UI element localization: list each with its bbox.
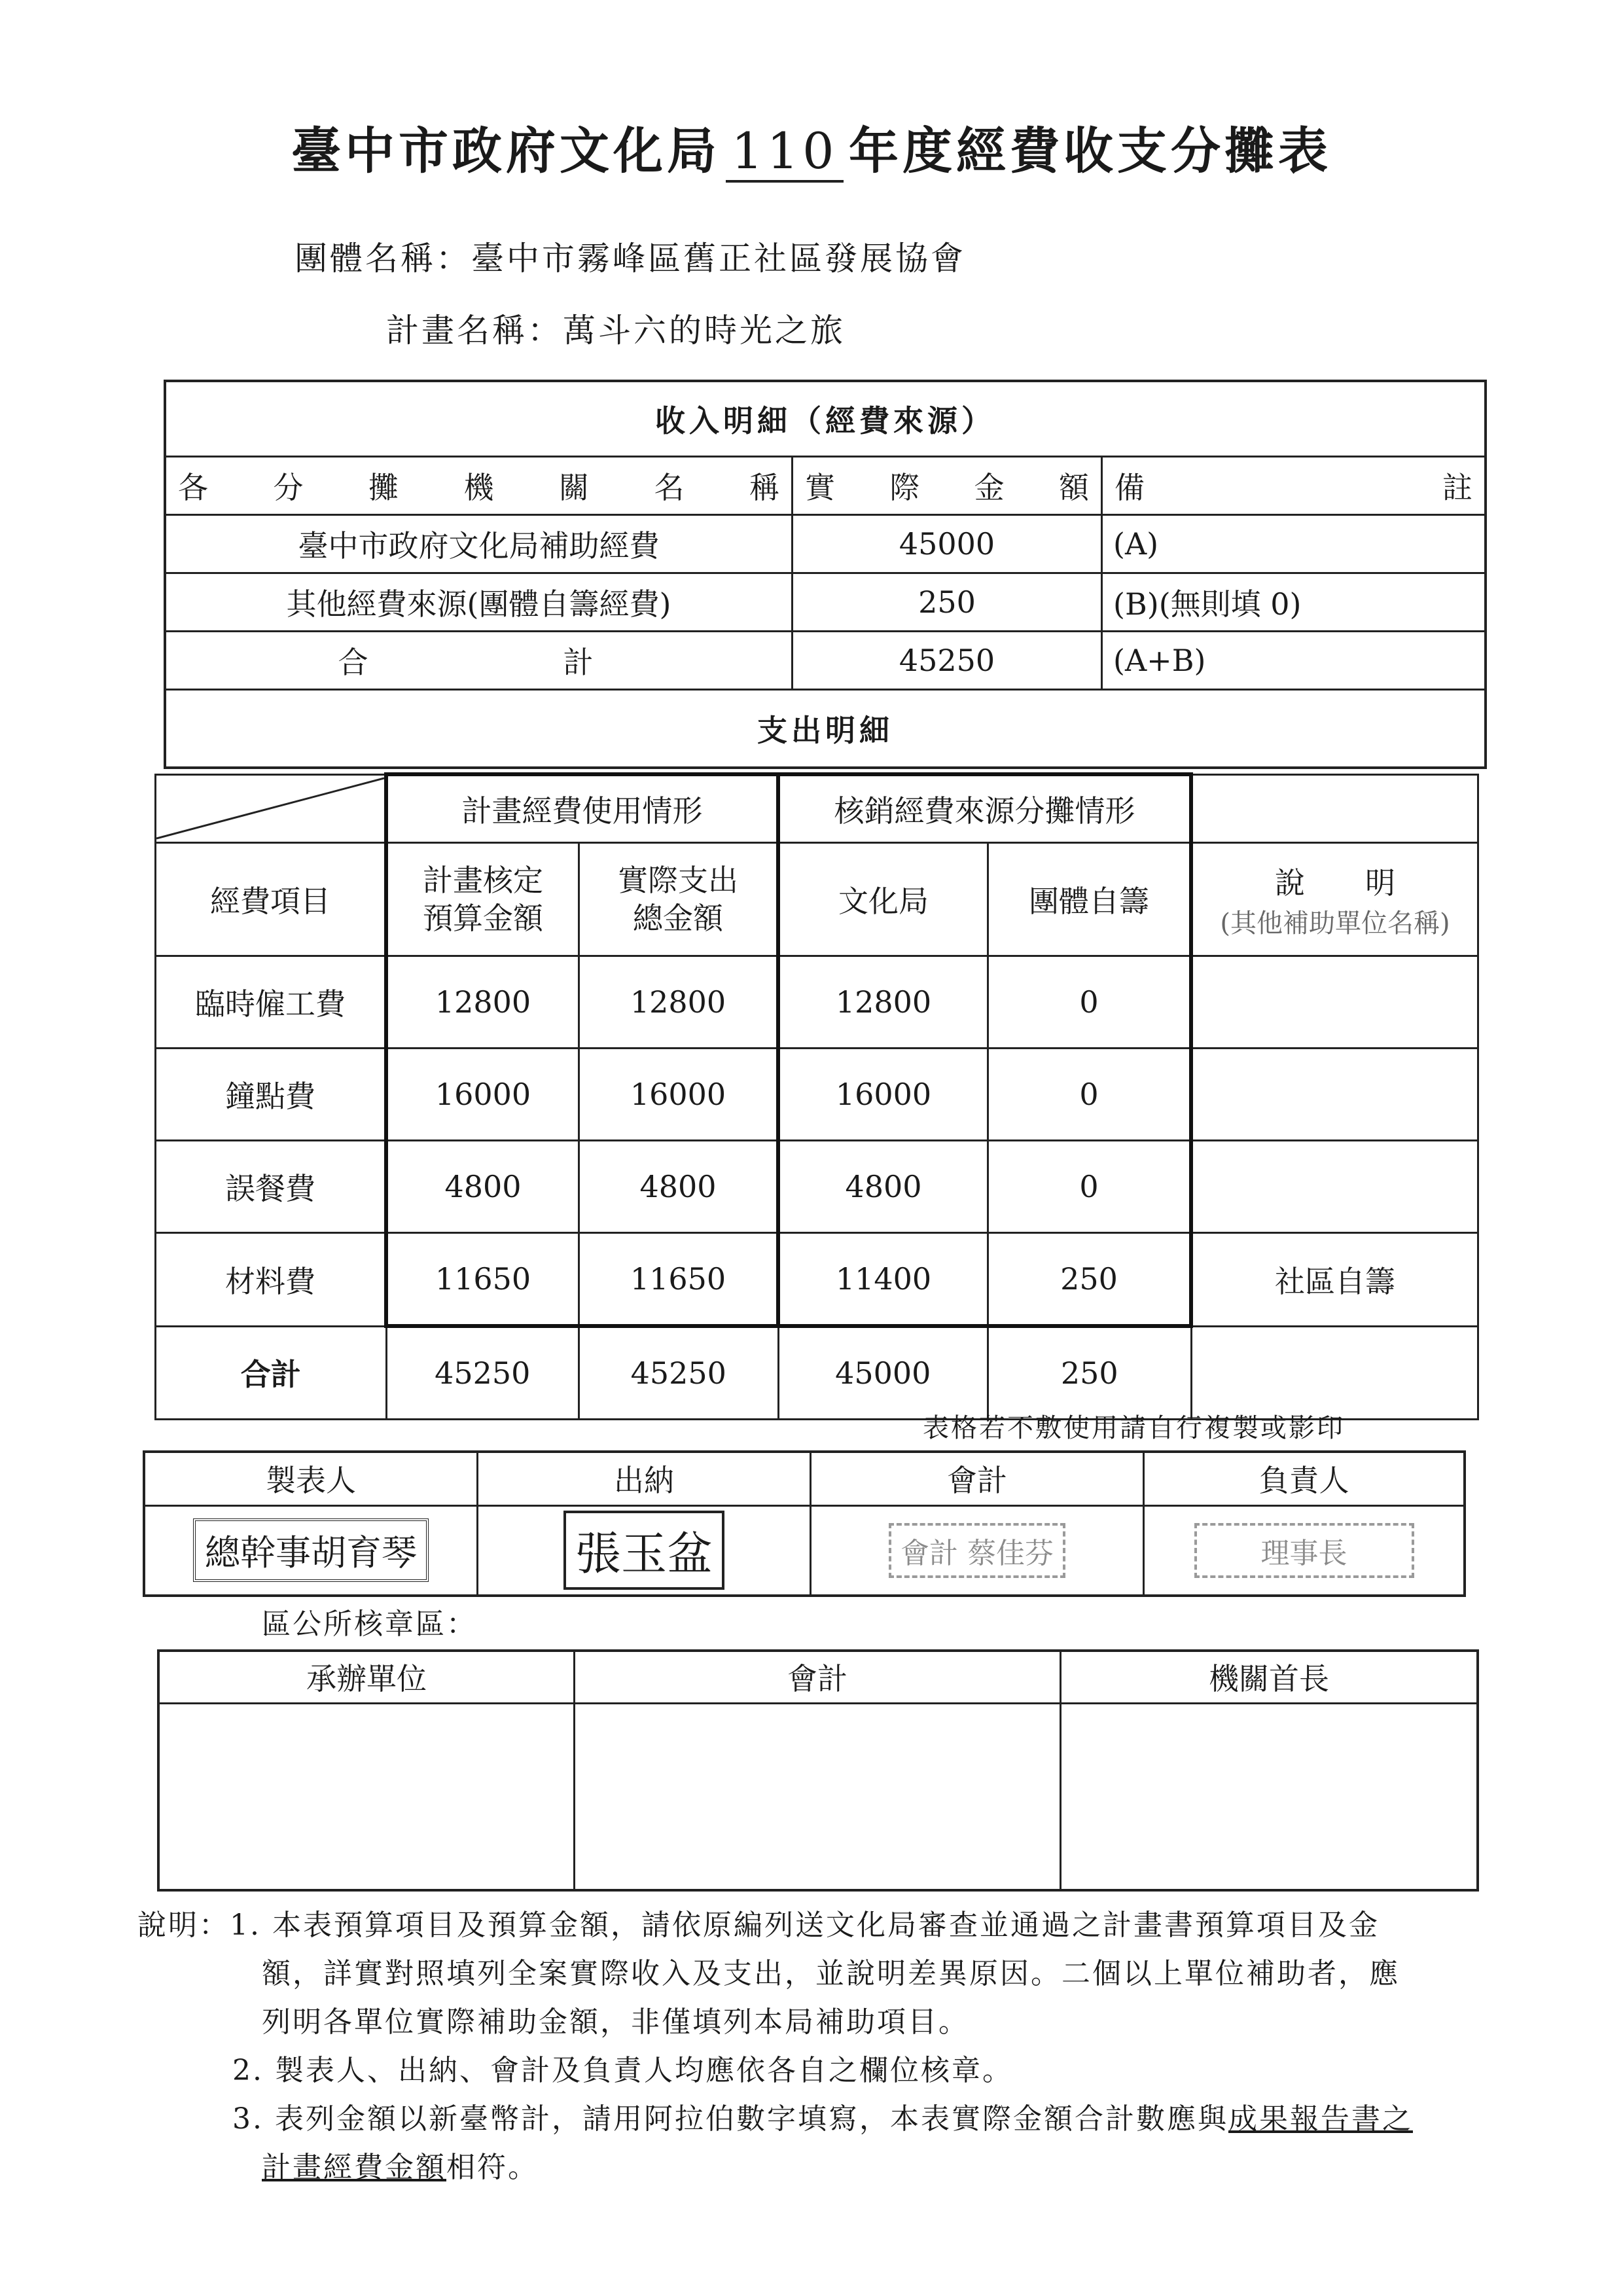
expense-desc-cell [1191,1326,1478,1420]
expense-actual-cell: 16000 [579,1049,779,1141]
amount-header-char: 際 [889,470,920,505]
income-row-note: (B)(無則填 0) [1102,573,1486,632]
income-row-amount: 250 [793,573,1102,632]
note-1-line-2: 額，詳實對照填列全案實際收入及支出，並說明差異原因。二個以上單位補助者，應 [262,1957,1400,1990]
expense-row [156,1141,1478,1233]
col-header-bureau: 文化局 [778,843,988,956]
income-header-note [1102,457,1486,515]
income-row [165,573,1486,632]
income-row-amount: 45000 [793,515,1102,573]
note-3-underline-1: 成果報告書之 [1228,2102,1413,2136]
district-header-head: 機關首長 [1061,1651,1478,1703]
expense-section-title: 支出明細 [165,690,1486,768]
income-header-amount [793,457,1102,515]
expense-desc-cell [1191,956,1478,1049]
income-row [165,515,1486,573]
expense-budget-cell: 4800 [386,1141,579,1233]
group-plan-header: 計畫經費使用情形 [386,774,778,843]
expense-budget-cell: 11650 [386,1233,579,1327]
expense-bureau-cell: 45000 [778,1326,988,1420]
col-header-desc-sub: (其他補助單位名稱) [1220,908,1450,939]
income-header-agency [165,457,793,515]
sig-cashier-cell [478,1505,811,1596]
note-3-line-1: 3. 表列金額以新臺幣計，請用阿拉伯數字填寫，本表實際金額合計數應與 [232,2102,1228,2136]
expense-bureau-cell: 11400 [778,1233,988,1327]
income-total-amount: 45250 [793,632,1102,690]
agency-header-char: 機 [463,470,494,505]
expense-self-cell: 0 [988,1141,1192,1233]
agency-header-char: 攤 [368,470,399,505]
blank-header-cell [1191,774,1478,843]
diagonal-line [156,776,384,841]
amount-header-char: 實 [805,470,835,505]
org-name-value: 臺中市霧峰區舊正社區發展協會 [471,240,966,278]
responsible-stamp: 理事長 [1194,1523,1414,1578]
org-name-label: 團體名稱： [294,240,471,278]
expense-desc-cell: 社區自籌 [1191,1233,1478,1327]
preparer-stamp: 總幹事胡育琴 [193,1518,429,1582]
district-accountant-cell [575,1703,1061,1890]
col-header-desc [1191,843,1478,956]
expense-self-cell: 250 [988,1233,1192,1327]
income-table [164,380,1487,769]
copy-note: 表格若不敷使用請自行複製或影印 [923,1413,1345,1443]
agency-header-char: 分 [273,470,304,505]
income-row-name: 臺中市政府文化局補助經費 [165,515,793,573]
expense-self-cell: 0 [988,956,1192,1049]
amount-header-char: 額 [1058,470,1089,505]
sig-header-accountant: 會計 [811,1452,1144,1505]
district-unit-cell [158,1703,575,1890]
note-3-end: 相符。 [446,2151,539,2184]
expense-budget-cell: 12800 [386,956,579,1049]
expense-actual-cell: 11650 [579,1233,779,1327]
district-header-accountant: 會計 [575,1651,1061,1703]
expense-budget-cell: 45250 [386,1326,579,1420]
note-1-line-1: 1. 本表預算項目及預算金額，請依原編列送文化局審查並通過之計畫書預算項目及金 [230,1909,1380,1942]
page-title [0,111,1623,183]
district-head-cell [1061,1703,1478,1890]
expense-bureau-cell: 16000 [778,1049,988,1141]
expense-actual-cell: 4800 [579,1141,779,1233]
project-name-value: 萬斗六的時光之旅 [563,312,846,350]
note-header-char: 備 [1115,470,1145,505]
col-header-budget: 計畫核定 預算金額 [386,843,579,956]
org-name-line [294,232,966,279]
expense-item-cell: 誤餐費 [156,1141,387,1233]
title-year: 110 [726,122,844,183]
notes-prefix: 說明： [137,1909,230,1942]
expense-bureau-cell: 12800 [778,956,988,1049]
expense-row [156,1233,1478,1327]
income-total-note: (A+B) [1102,632,1486,690]
title-suffix: 年度經費收支分攤表 [849,122,1332,180]
accountant-stamp: 會計 蔡佳芬 [889,1523,1065,1578]
project-name-line [386,304,846,351]
expense-budget-cell: 16000 [386,1049,579,1141]
expense-row [156,956,1478,1049]
sig-preparer-cell [144,1505,478,1596]
district-table [157,1649,1479,1892]
expense-table [154,772,1479,1420]
income-total-row [165,632,1486,690]
district-header-unit: 承辦單位 [158,1651,575,1703]
expense-item-cell: 臨時僱工費 [156,956,387,1049]
agency-header-char: 名 [654,470,685,505]
sig-accountant-cell [811,1505,1144,1596]
group-source-header: 核銷經費來源分攤情形 [778,774,1191,843]
expense-desc-cell [1191,1049,1478,1141]
expense-actual-cell: 12800 [579,956,779,1049]
note-1-line-3: 列明各單位實際補助金額，非僅填列本局補助項目。 [262,2005,969,2039]
expense-item-cell: 鐘點費 [156,1049,387,1141]
expense-item-cell: 材料費 [156,1233,387,1327]
expense-self-cell: 0 [988,1049,1192,1141]
expense-bureau-cell: 4800 [778,1141,988,1233]
agency-header-char: 各 [178,470,208,505]
title-prefix: 臺中市政府文化局 [291,122,721,180]
sig-header-responsible: 負責人 [1144,1452,1465,1505]
district-label: 區公所核章區： [262,1607,477,1641]
income-row-note: (A) [1102,515,1486,573]
col-header-desc-title: 說 明 [1275,865,1395,901]
signature-table [143,1450,1466,1597]
col-header-self: 團體自籌 [988,843,1192,956]
sig-responsible-cell [1144,1505,1465,1596]
cashier-stamp: 張玉盆 [563,1511,724,1590]
sig-header-preparer: 製表人 [144,1452,478,1505]
col-header-item: 經費項目 [156,843,387,956]
expense-desc-cell [1191,1141,1478,1233]
income-row-name: 其他經費來源(團體自籌經費) [165,573,793,632]
expense-row [156,1049,1478,1141]
income-section-title: 收入明細（經費來源） [165,381,1486,457]
note-header-char: 註 [1442,470,1472,505]
project-name-label: 計畫名稱： [386,312,563,350]
notes-block [137,1901,1413,2192]
agency-header-char: 稱 [749,470,779,505]
income-total-label: 合 計 [165,632,793,690]
expense-item-cell: 合計 [156,1326,387,1420]
note-3-underline-2: 計畫經費金額 [262,2151,446,2184]
note-2: 2. 製表人、出納、會計及負責人均應依各自之欄位核章。 [232,2054,1013,2087]
col-header-actual: 實際支出 總金額 [579,843,779,956]
sig-header-cashier: 出納 [478,1452,811,1505]
expense-self-cell: 250 [988,1326,1192,1420]
amount-header-char: 金 [974,470,1005,505]
expense-total-row [156,1326,1478,1420]
agency-header-char: 關 [559,470,589,505]
expense-actual-cell: 45250 [579,1326,779,1420]
diagonal-header-cell [156,774,387,843]
